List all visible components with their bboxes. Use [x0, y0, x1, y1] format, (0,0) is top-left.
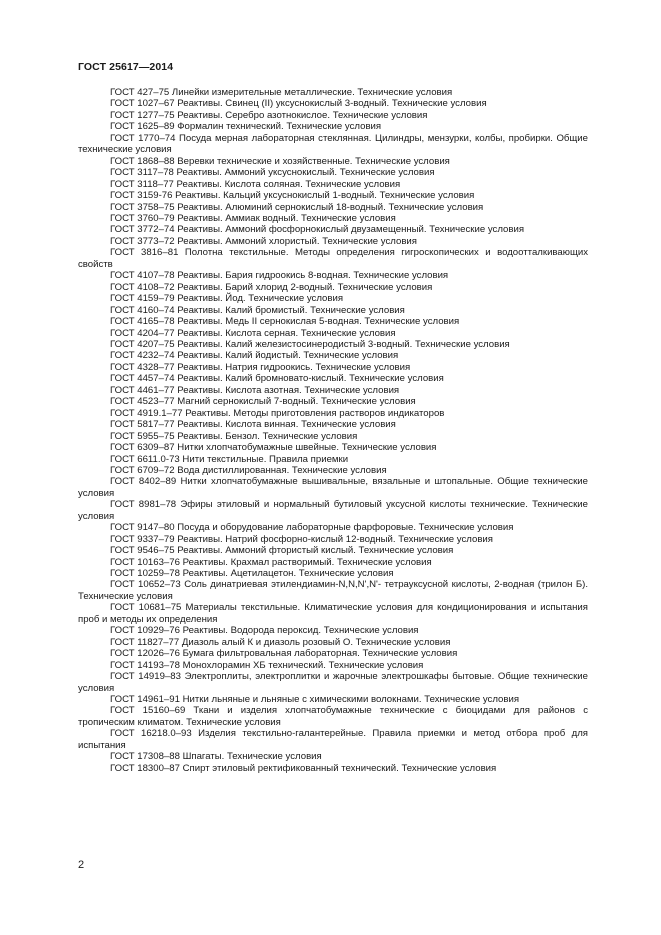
- reference-entry: ГОСТ 3118–77 Реактивы. Кислота соляная. Технические условия: [110, 178, 401, 190]
- reference-entry: ГОСТ 4204–77 Реактивы. Кислота серная. Технические условия: [110, 327, 396, 339]
- reference-entry: ГОСТ 4108–72 Реактивы. Барий хлорид 2-водный. Технические условия: [110, 281, 433, 293]
- reference-entry: ГОСТ 14193–78 Монохлорамин ХБ технический. Технические условия: [110, 659, 424, 671]
- reference-entry: ГОСТ 4461–77 Реактивы. Кислота азотная. Технические условия: [110, 384, 400, 396]
- reference-entry: ГОСТ 3760–79 Реактивы. Аммиак водный. Технические условия: [110, 212, 396, 224]
- reference-entry: ГОСТ 3758–75 Реактивы. Алюминий сернокислый 18-водный. Технические условия: [110, 201, 484, 213]
- reference-entry: ГОСТ 3772–74 Реактивы. Аммоний фосфорнокислый двузамещенный. Технические условия: [110, 224, 525, 236]
- page-number: 2: [78, 859, 85, 871]
- reference-entry: ГОСТ 18300–87 Спирт этиловый ректификованный технический. Технические условия: [110, 762, 497, 774]
- reference-entry: ГОСТ 8402–89 Нитки хлопчатобумажные вышивальные, вязальные и штопальные. Общие технические условия: [78, 476, 588, 499]
- reference-entry: ГОСТ 5955–75 Реактивы. Бензол. Технические условия: [110, 430, 358, 442]
- reference-entry: ГОСТ 9147–80 Посуда и оборудование лабораторные фарфоровые. Технические условия: [110, 522, 514, 534]
- reference-entry: ГОСТ 4457–74 Реактивы. Калий бромновато-кислый. Технические условия: [110, 373, 444, 385]
- reference-entry: ГОСТ 427–75 Линейки измерительные металлические. Технические условия: [110, 87, 453, 98]
- reference-entry: ГОСТ 1277–75 Реактивы. Серебро азотнокислое. Технические условия: [110, 109, 428, 121]
- reference-entry: ГОСТ 14961–91 Нитки льняные и льняные с химическими волокнами. Технические условия: [110, 694, 520, 706]
- reference-entry: ГОСТ 12026–76 Бумага фильтровальная лабораторная. Технические условия: [110, 648, 458, 660]
- reference-entry: ГОСТ 9337–79 Реактивы. Натрий фосфорно-кислый 12-водный. Технические условия: [110, 533, 493, 545]
- reference-entry: ГОСТ 6309–87 Нитки хлопчатобумажные швейные. Технические условия: [110, 442, 437, 454]
- reference-entry: ГОСТ 10163–76 Реактивы. Крахмал растворимый. Технические условия: [110, 556, 432, 568]
- reference-entry: ГОСТ 10652–73 Соль динатриевая этилендиамин-N,N,N',N'- тетрауксусной кислоты, 2-водная (трилон Б). Технические условия: [78, 579, 588, 602]
- reference-entry: ГОСТ 3117–78 Реактивы. Аммоний уксуснокислый. Технические условия: [110, 167, 435, 179]
- reference-entry: ГОСТ 14919–83 Электроплиты, электроплитки и жарочные электрошкафы бытовые. Общие технические условия: [78, 671, 588, 694]
- reference-entry: ГОСТ 17308–88 Шпагаты. Технические условия: [110, 751, 322, 763]
- reference-entry: ГОСТ 4232–74 Реактивы. Калий йодистый. Технические условия: [110, 350, 399, 362]
- reference-entry: ГОСТ 4523–77 Магний сернокислый 7-водный. Технические условия: [110, 396, 416, 408]
- reference-entry: ГОСТ 10929–76 Реактивы. Водорода пероксид. Технические условия: [110, 625, 419, 637]
- standards-reference-list: [78, 87, 588, 774]
- reference-entry: ГОСТ 1027–67 Реактивы. Свинец (II) уксуснокислый 3-водный. Технические условия: [110, 98, 487, 110]
- reference-entry: ГОСТ 6611.0-73 Нити текстильные. Правила приемки: [110, 453, 349, 465]
- reference-entry: ГОСТ 10259–78 Реактивы. Ацетилацетон. Технические условия: [110, 568, 394, 580]
- reference-entry: ГОСТ 5817–77 Реактивы. Кислота винная. Технические условия: [110, 419, 396, 431]
- reference-entry: ГОСТ 4165–78 Реактивы. Медь II сернокислая 5-водная. Технические условия: [110, 316, 460, 328]
- reference-entry: ГОСТ 10681–75 Материалы текстильные. Климатические условия для кондиционирования и испытания проб и методы их определения: [78, 602, 588, 625]
- reference-entry: ГОСТ 1770–74 Посуда мерная лабораторная стеклянная. Цилиндры, мензурки, колбы, пробирки. Общие технические условия: [78, 132, 588, 156]
- reference-entry: ГОСТ 9546–75 Реактивы. Аммоний фтористый кислый. Технические условия: [110, 545, 454, 557]
- reference-entry: ГОСТ 4207–75 Реактивы. Калий железистосинеродистый 3-водный. Технические условия: [110, 338, 510, 350]
- reference-entry: ГОСТ 11827–77 Диазоль алый К и диазоль розовый О. Технические условия: [110, 636, 451, 648]
- reference-entry: ГОСТ 4919.1–77 Реактивы. Методы приготовления растворов индикаторов: [110, 407, 445, 419]
- reference-entry: ГОСТ 16218.0–93 Изделия текстильно-галантерейные. Правила приемки и метод отбора проб для испытания: [78, 728, 588, 751]
- reference-entry: ГОСТ 1625–89 Формалин технический. Технические условия: [110, 121, 382, 133]
- reference-entry: ГОСТ 3773–72 Реактивы. Аммоний хлористый. Технические условия: [110, 235, 417, 247]
- reference-entry: ГОСТ 4107–78 Реактивы. Бария гидроокись 8-водная. Технические условия: [110, 270, 449, 282]
- document-header: ГОСТ 25617—2014: [78, 61, 174, 73]
- reference-entry: ГОСТ 3159-76 Реактивы. Кальций уксуснокислый 1-водный. Технические условия: [110, 190, 475, 202]
- reference-entry: ГОСТ 4159–79 Реактивы. Йод. Технические условия: [110, 293, 344, 305]
- reference-entry: ГОСТ 3816–81 Полотна текстильные. Методы определения гигроскопических и водоотталкивающих свойств: [78, 247, 588, 270]
- reference-entry: ГОСТ 15160–69 Ткани и изделия хлопчатобумажные технические с биоцидами для районов с тропическим климатом. Технические условия: [78, 705, 588, 728]
- reference-entry: ГОСТ 4160–74 Реактивы. Калий бромистый. Технические условия: [110, 304, 405, 316]
- reference-entry: ГОСТ 8981–78 Эфиры этиловый и нормальный бутиловый уксусной кислоты технические. Технические условия: [78, 499, 588, 522]
- reference-entry: ГОСТ 6709–72 Вода дистиллированная. Технические условия: [110, 464, 387, 476]
- reference-entry: ГОСТ 1868–88 Веревки технические и хозяйственные. Технические условия: [110, 155, 450, 167]
- reference-entry: ГОСТ 4328–77 Реактивы. Натрия гидроокись. Технические условия: [110, 361, 411, 373]
